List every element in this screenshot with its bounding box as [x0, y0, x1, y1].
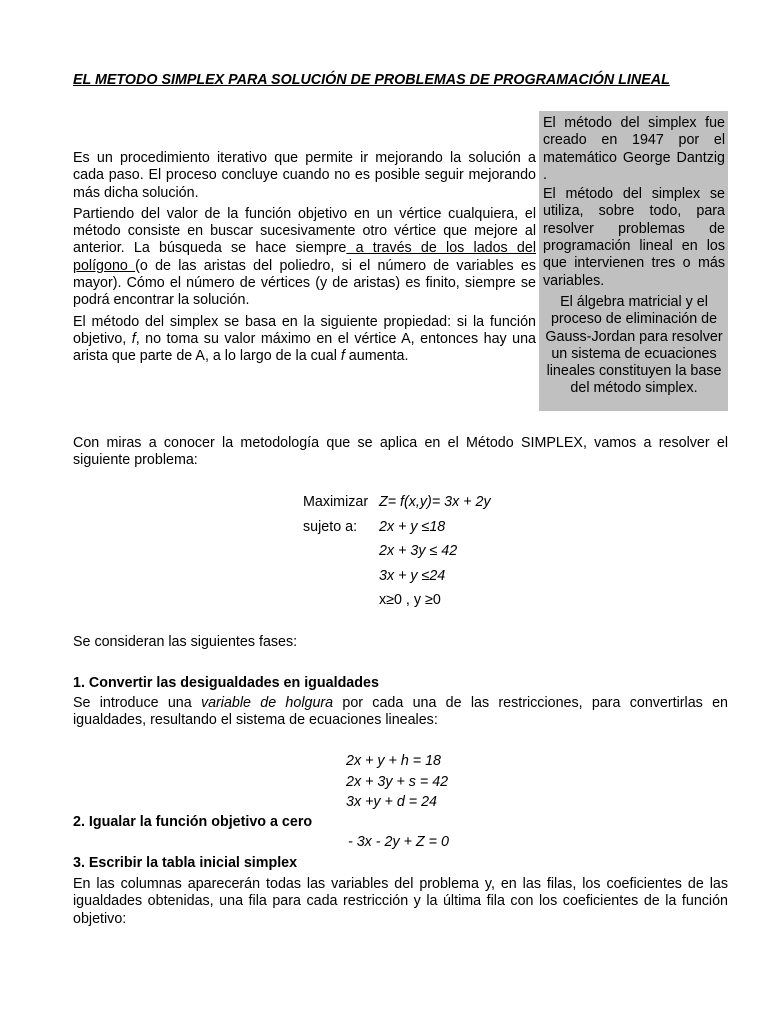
step-3-text: En las columnas aparecerán todas las variables del problema y, en las filas, los coeficientes de las igualdades obtenidas, una fila para cada restricción y la última fila con los coeficientes de la función objetivo:: [73, 876, 728, 927]
constraint-2: 2x + 3y ≤ 42: [379, 543, 458, 559]
constraint-3: 3x + y ≤24: [379, 567, 446, 584]
intro-p3-text-mid: , no toma su valor máximo en el vértice A, entonces hay una arista que parte de A, a lo largo de la cual: [73, 330, 536, 365]
subject-to-label: sujeto a:: [303, 518, 358, 535]
step-1-heading: 1. Convertir las desigualdades en igualdades: [73, 675, 379, 691]
constraint-row-4: [303, 592, 491, 617]
step-1-text-b: por cada una de las restricciones, para convertirlas en igualdades, resultando el sistema de ecuaciones lineales:: [73, 695, 728, 729]
intro-p2-text: Partiendo del valor de la función objetivo en un vértice cualquiera, el método consiste en buscar sucesivamente otro vértice que mejore al anterior. La búsqueda se hace siempre: [73, 205, 536, 257]
intro-p3-var-f: f: [131, 330, 136, 347]
intro-p3-text-end: aumenta.: [344, 348, 409, 365]
step-1-text-emphasis: variable de holgura: [200, 695, 334, 711]
sidebar-paragraph-1: El método del simplex fue creado en 1947 por el matemático George Dantzig .: [543, 115, 725, 183]
intro-p2-underlined: a través de los lados del polígono: [73, 240, 536, 274]
equation-1: 2x + y + h = 18: [346, 753, 441, 769]
problem-statement: [303, 494, 491, 617]
slack-equations: [346, 753, 448, 815]
constraint-1: 2x + y ≤18: [379, 518, 446, 535]
intro-p3-var-f2: f: [340, 348, 345, 365]
intro-p2-text-end: (o de las aristas del poliedro, si el número de variables es mayor). Cómo el número de vértices (y de aristas) es finito, siempre se podrá encontrar la solución.: [73, 257, 537, 309]
maximize-label: Maximizar: [303, 494, 369, 510]
constraint-row-2: [303, 543, 491, 568]
intro-section: [73, 150, 536, 370]
sidebar-paragraph-3: El álgebra matricial y el proceso de eliminación de Gauss-Jordan para resolver un sistema de ecuaciones lineales constituyen la base del método simplex.: [545, 293, 723, 397]
step-1-text: [73, 695, 728, 730]
constraint-row-3: [303, 568, 491, 593]
page-title: EL METODO SIMPLEX PARA SOLUCIÓN DE PROBLEMAS DE PROGRAMACIÓN LINEAL: [73, 72, 670, 88]
objective-equation: - 3x - 2y + Z = 0: [348, 834, 449, 850]
step-1-text-a: Se introduce una: [73, 695, 201, 711]
step-2-heading: 2. Igualar la función objetivo a cero: [73, 814, 313, 830]
phases-intro: Se consideran las siguientes fases:: [73, 634, 298, 650]
step-3-heading: 3. Escribir la tabla inicial simplex: [73, 855, 298, 871]
sidebar-paragraph-2: El método del simplex se utiliza, sobre todo, para resolver problemas de programación lineal en los que intervienen tres o más variables.: [543, 186, 725, 289]
lead-paragraph: Con miras a conocer la metodología que se aplica en el Método SIMPLEX, vamos a resolver el siguiente problema:: [73, 435, 728, 469]
constraint-row-1: [303, 519, 491, 544]
objective-row: [303, 494, 491, 519]
intro-paragraph-1: Es un procedimiento iterativo que permite ir mejorando la solución a cada paso. El proceso concluye cuando no es posible seguir mejorando más dicha solución.: [73, 150, 536, 201]
intro-paragraph-2: [73, 206, 536, 310]
nonnegativity-constraint: x≥0 , y ≥0: [379, 592, 441, 608]
objective-function: Z= f(x,y)= 3x + 2y: [379, 494, 491, 510]
sidebar-note: [539, 111, 728, 411]
equation-3: 3x +y + d = 24: [346, 794, 438, 810]
equation-2: 2x + 3y + s = 42: [346, 773, 449, 790]
intro-paragraph-3: [73, 314, 536, 366]
intro-p3-text: El método del simplex se basa en la siguiente propiedad: si la función objetivo,: [73, 313, 536, 347]
